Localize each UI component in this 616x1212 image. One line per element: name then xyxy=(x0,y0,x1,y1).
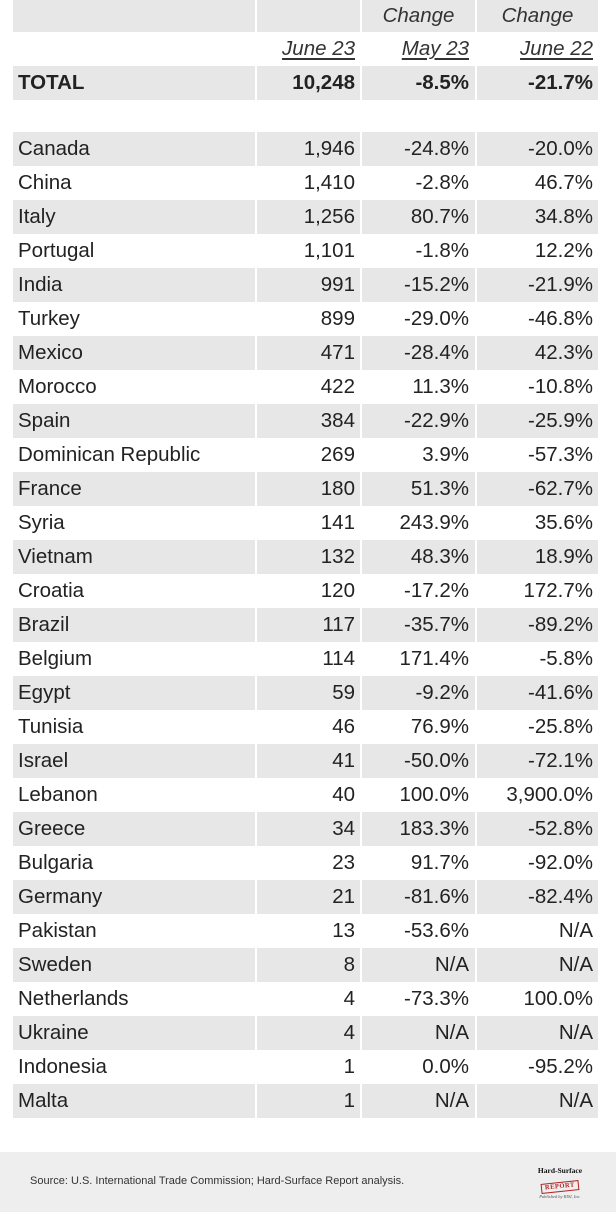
cell-vs-june22: N/A xyxy=(558,919,593,942)
header-blank-june xyxy=(257,0,360,32)
cell-june23: 1 xyxy=(343,1055,355,1078)
cell-june23: 1,101 xyxy=(303,239,355,262)
table-row xyxy=(13,1084,598,1118)
cell-country: Greece xyxy=(13,812,255,846)
table-row xyxy=(13,302,598,336)
cell-june23: 4 xyxy=(257,1016,360,1050)
cell-june23: 59 xyxy=(257,676,360,710)
cell-june23: 141 xyxy=(320,511,355,534)
cell-june23: 422 xyxy=(320,375,355,398)
cell-vs-june22: 18.9% xyxy=(477,540,598,574)
cell-vs-may23: 11.3% xyxy=(412,375,469,398)
header-row-change xyxy=(13,0,598,32)
table-row xyxy=(13,846,598,880)
cell-june23: 180 xyxy=(257,472,360,506)
cell-june23: 40 xyxy=(332,783,355,806)
cell-country: Ukraine xyxy=(13,1016,255,1050)
cell-country: Bulgaria xyxy=(18,851,94,874)
hard-surface-report-logo xyxy=(534,1166,586,1200)
country-rows xyxy=(13,132,598,1118)
cell-vs-june22: 46.7% xyxy=(534,171,593,194)
cell-june23: 1,256 xyxy=(257,200,360,234)
cell-country: Tunisia xyxy=(18,715,84,738)
table-row xyxy=(13,472,598,506)
cell-vs-may23: -1.8% xyxy=(415,239,469,262)
cell-vs-june22: 42.3% xyxy=(477,336,598,370)
logo-line1: Hard-Surface xyxy=(537,1166,583,1175)
cell-country: Syria xyxy=(18,511,65,534)
cell-vs-june22: 35.6% xyxy=(534,511,593,534)
total-vs-may23: -8.5% xyxy=(362,66,475,100)
cell-vs-june22: -82.4% xyxy=(477,880,598,914)
cell-vs-june22: -5.8% xyxy=(539,647,593,670)
cell-country: Brazil xyxy=(13,608,255,642)
table-row xyxy=(13,608,598,642)
cell-vs-may23: -29.0% xyxy=(404,307,469,330)
cell-vs-may23: 183.3% xyxy=(362,812,475,846)
table-row xyxy=(13,234,598,268)
cell-june23: 13 xyxy=(332,919,355,942)
cell-vs-may23: 91.7% xyxy=(410,851,469,874)
table-row xyxy=(13,880,598,914)
cell-vs-june22: -20.0% xyxy=(477,132,598,166)
cell-vs-may23: 51.3% xyxy=(362,472,475,506)
cell-country: China xyxy=(18,171,72,194)
cell-june23: 991 xyxy=(257,268,360,302)
cell-country: Mexico xyxy=(13,336,255,370)
cell-country: Italy xyxy=(13,200,255,234)
cell-vs-june22: -25.8% xyxy=(528,715,593,738)
cell-vs-june22: -57.3% xyxy=(528,443,593,466)
cell-june23: 8 xyxy=(257,948,360,982)
cell-vs-may23: 48.3% xyxy=(362,540,475,574)
table-row xyxy=(13,132,598,166)
cell-vs-june22: -21.9% xyxy=(477,268,598,302)
table-row xyxy=(13,676,598,710)
cell-vs-may23: 100.0% xyxy=(399,783,469,806)
logo-line2: REPORT xyxy=(541,1180,580,1194)
cell-vs-june22: 12.2% xyxy=(534,239,593,262)
total-label: TOTAL xyxy=(13,66,255,100)
cell-country: Sweden xyxy=(13,948,255,982)
cell-vs-may23: 0.0% xyxy=(422,1055,469,1078)
table-row xyxy=(13,642,598,676)
cell-country: Belgium xyxy=(18,647,93,670)
cell-june23: 46 xyxy=(332,715,355,738)
table-row xyxy=(13,200,598,234)
table-row xyxy=(13,982,598,1016)
header-row-periods xyxy=(13,32,598,66)
cell-vs-may23: -35.7% xyxy=(362,608,475,642)
cell-country: Turkey xyxy=(18,307,80,330)
cell-june23: 384 xyxy=(257,404,360,438)
cell-june23: 471 xyxy=(257,336,360,370)
column-header-may23 xyxy=(362,32,475,66)
cell-june23: 120 xyxy=(320,579,355,602)
table-row xyxy=(13,744,598,778)
cell-vs-may23: N/A xyxy=(362,1084,475,1118)
table-row xyxy=(13,948,598,982)
cell-vs-june22: -92.0% xyxy=(528,851,593,874)
cell-vs-june22: 100.0% xyxy=(523,987,593,1010)
table-row xyxy=(13,506,598,540)
column-header-june23-label: June 23 xyxy=(282,37,355,60)
cell-country: India xyxy=(13,268,255,302)
cell-vs-may23: 243.9% xyxy=(399,511,469,534)
column-header-june23 xyxy=(257,32,360,66)
header-blank-country xyxy=(13,32,255,66)
cell-june23: 117 xyxy=(257,608,360,642)
cell-vs-june22: -25.9% xyxy=(477,404,598,438)
header-blank xyxy=(13,0,255,32)
cell-country: Lebanon xyxy=(18,783,98,806)
table-row xyxy=(13,336,598,370)
column-header-may23-label: May 23 xyxy=(401,37,469,60)
cell-vs-june22: -89.2% xyxy=(477,608,598,642)
table-row xyxy=(13,1016,598,1050)
cell-country: Morocco xyxy=(18,375,97,398)
table-row xyxy=(13,710,598,744)
cell-june23: 34 xyxy=(257,812,360,846)
cell-vs-may23: -50.0% xyxy=(362,744,475,778)
table-row xyxy=(13,438,598,472)
cell-vs-may23: 80.7% xyxy=(362,200,475,234)
cell-country: Spain xyxy=(13,404,255,438)
table-row xyxy=(13,1050,598,1084)
table-row xyxy=(13,540,598,574)
cell-vs-june22: 172.7% xyxy=(523,579,593,602)
cell-vs-june22: -62.7% xyxy=(477,472,598,506)
cell-vs-may23: N/A xyxy=(362,948,475,982)
column-header-june22-label: June 22 xyxy=(520,37,593,60)
cell-vs-june22: 34.8% xyxy=(477,200,598,234)
table-row xyxy=(13,914,598,948)
cell-country: France xyxy=(13,472,255,506)
cell-june23: 41 xyxy=(257,744,360,778)
table-row xyxy=(13,370,598,404)
table-row xyxy=(13,166,598,200)
logo-line3: Published by RISI, Inc. xyxy=(539,1194,581,1199)
source-note: Source: U.S. International Trade Commission; Hard-Surface Report analysis. xyxy=(30,1175,405,1187)
cell-country: Malta xyxy=(13,1084,255,1118)
cell-june23: 1 xyxy=(257,1084,360,1118)
cell-june23: 899 xyxy=(320,307,355,330)
cell-vs-may23: 76.9% xyxy=(410,715,469,738)
cell-june23: 21 xyxy=(257,880,360,914)
cell-vs-june22: -72.1% xyxy=(477,744,598,778)
cell-june23: 23 xyxy=(332,851,355,874)
cell-vs-june22: -52.8% xyxy=(477,812,598,846)
cell-vs-june22: -10.8% xyxy=(528,375,593,398)
cell-june23: 269 xyxy=(320,443,355,466)
cell-june23: 132 xyxy=(257,540,360,574)
cell-vs-may23: -15.2% xyxy=(362,268,475,302)
cell-june23: 1,410 xyxy=(303,171,355,194)
cell-vs-may23: -9.2% xyxy=(362,676,475,710)
cell-vs-may23: -22.9% xyxy=(362,404,475,438)
table-row xyxy=(13,268,598,302)
cell-vs-june22: N/A xyxy=(477,1016,598,1050)
total-vs-june22: -21.7% xyxy=(477,66,598,100)
cell-country: Dominican Republic xyxy=(18,443,201,466)
total-june23: 10,248 xyxy=(257,66,360,100)
cell-country: Indonesia xyxy=(18,1055,107,1078)
cell-vs-may23: -53.6% xyxy=(404,919,469,942)
cell-vs-june22: N/A xyxy=(477,1084,598,1118)
cell-country: Germany xyxy=(13,880,255,914)
spacer xyxy=(13,100,598,132)
cell-vs-may23: -28.4% xyxy=(362,336,475,370)
trade-table xyxy=(13,0,598,1118)
table-row xyxy=(13,812,598,846)
cell-june23: 114 xyxy=(322,647,355,670)
cell-vs-may23: 171.4% xyxy=(399,647,469,670)
cell-vs-may23: -17.2% xyxy=(404,579,469,602)
cell-country: Pakistan xyxy=(18,919,97,942)
cell-country: Canada xyxy=(13,132,255,166)
cell-country: Israel xyxy=(13,744,255,778)
cell-country: Vietnam xyxy=(13,540,255,574)
cell-vs-june22: N/A xyxy=(477,948,598,982)
cell-june23: 4 xyxy=(343,987,355,1010)
cell-vs-june22: 3,900.0% xyxy=(506,783,593,806)
cell-country: Egypt xyxy=(13,676,255,710)
table-row xyxy=(13,574,598,608)
cell-country: Netherlands xyxy=(18,987,129,1010)
table-row xyxy=(13,778,598,812)
cell-vs-may23: -81.6% xyxy=(362,880,475,914)
header-change-may: Change xyxy=(362,0,475,32)
cell-vs-may23: N/A xyxy=(362,1016,475,1050)
cell-june23: 1,946 xyxy=(257,132,360,166)
footer xyxy=(0,1152,616,1212)
cell-vs-june22: -46.8% xyxy=(528,307,593,330)
cell-vs-may23: 3.9% xyxy=(422,443,469,466)
column-header-june22 xyxy=(477,32,598,66)
cell-vs-june22: -95.2% xyxy=(528,1055,593,1078)
cell-vs-may23: -2.8% xyxy=(415,171,469,194)
table-row xyxy=(13,404,598,438)
cell-country: Portugal xyxy=(18,239,95,262)
total-row xyxy=(13,66,598,100)
cell-vs-june22: -41.6% xyxy=(477,676,598,710)
cell-vs-may23: -24.8% xyxy=(362,132,475,166)
cell-country: Croatia xyxy=(18,579,85,602)
header-change-june22: Change xyxy=(477,0,598,32)
cell-vs-may23: -73.3% xyxy=(404,987,469,1010)
